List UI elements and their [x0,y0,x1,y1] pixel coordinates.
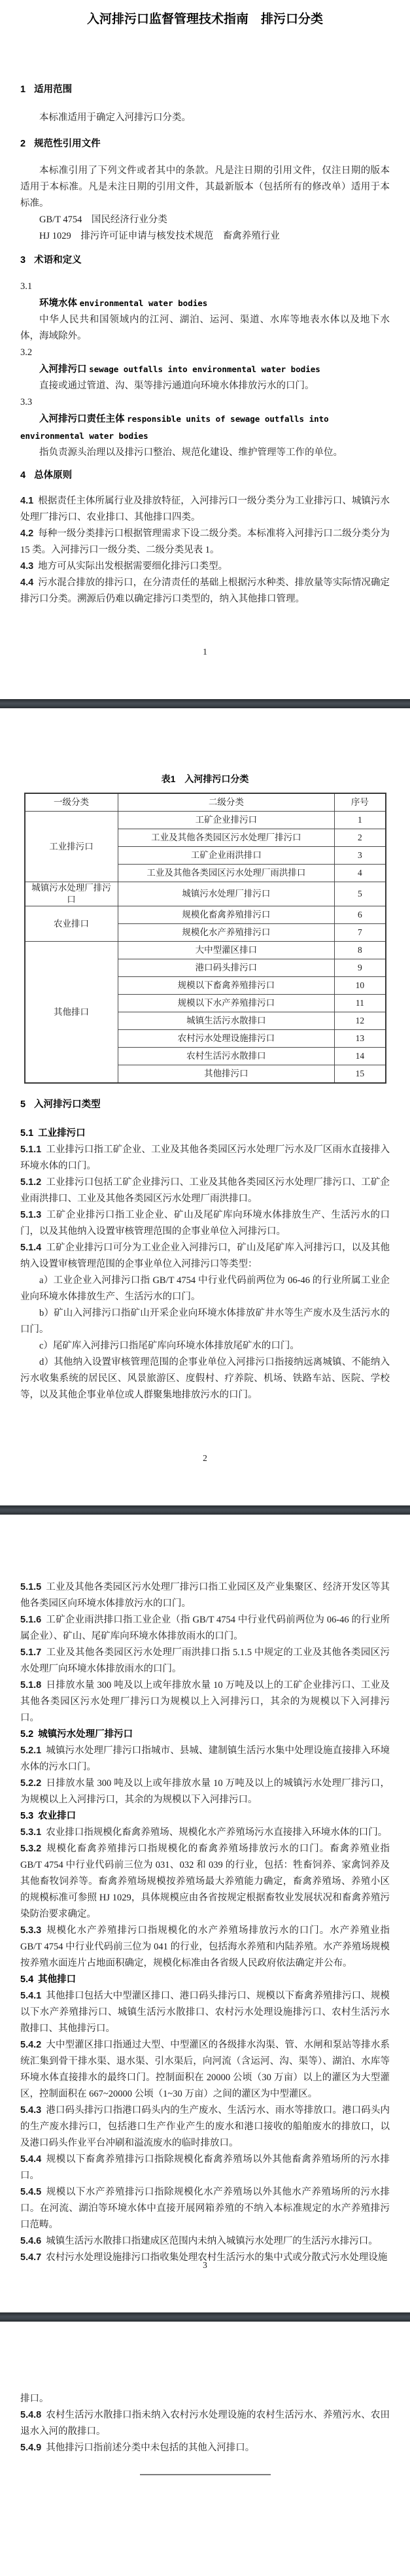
clause-text: 污水混合排放的排污口，在分清责任的基础上根据污水种类、排放量等实际情况确定排污口分类。溯源后仍难以确定排污口类型的，纳入其他排口管理。 [20,577,390,604]
index-cell: 10 [335,977,386,995]
section-heading-3 [20,252,390,269]
clause [20,1988,390,2037]
subcategory-cell: 其他排污口 [118,1065,335,1084]
section-number: 4 [20,470,26,481]
index-cell: 15 [335,1065,386,1084]
clause-number: 4.2 [20,528,34,539]
clause-number: 5.1.3 [20,1210,42,1220]
clauses-block [20,1579,390,2266]
page-number: 1 [203,647,207,657]
clause-number: 5.3.2 [20,1844,42,1854]
clause-text: 规模化水产养殖排污口指规模化的水产养殖场排放污水的口门。水产养殖业指 GB/T 4754 中行业代码前三位为 041 的行业，包括海水养殖和内陆养殖。水产养殖场规模按养殖水面连片占地面积确定，规模化标准由各省级人民政府依法确定并公布。 [20,1925,390,1968]
index-cell: 3 [335,847,386,865]
clause-number: 5.3.1 [20,1827,42,1838]
clause-number: 5.2.1 [20,1745,42,1756]
term-en: sewage outfalls into environmental water bodies [89,364,320,374]
clause [20,2152,390,2184]
table-row [25,882,386,906]
index-cell: 13 [335,1030,386,1048]
page-separator [0,2312,410,2322]
paragraph-references-intro: 本标准引用了下列文件或者其中的条款。凡是注日期的引用文件，仅注日期的版本适用于本标准。凡是未注日期的引用文件，其最新版本（包括所有的修改单）适用于本标准。 [20,165,390,209]
clause-number: 5.3.3 [20,1925,42,1936]
clause-text: 城镇污水处理厂排污口指城市、县城、建制镇生活污水集中处理设施直接排入环境水体的污水口门。 [20,1745,390,1772]
page-separator [0,699,410,708]
subcategory-cell: 农村污水处理设施排污口 [118,1030,335,1048]
clause [20,1825,390,1841]
table-row [25,906,386,924]
term-number: 3.1 [20,281,33,292]
clause-text: 规模以下畜禽养殖排污口指除规模化畜禽养殖场以外其他畜禽养殖场所的污水排口。 [20,2154,390,2181]
section-title: 其他排口 [38,1974,77,1985]
index-cell: 6 [335,906,386,924]
subcategory-cell: 规模化水产养殖排污口 [118,924,335,942]
clause-text: 日排放水量 300 吨及以上或年排放水量 10 万吨及以上的工矿企业排污口、工业及其他各类园区污水处理厂排污口为规模以上入河排污口，其余的为规模以下入河排污口。 [20,1680,390,1723]
clause-text: 其他排口包括大中型灌区排口、港口码头排污口、规模以下畜禽养殖排污口、规模以下水产养殖排污口、城镇生活污水散排口、农村污水处理设施排污口、农村生活污水散排口、其他排污口。 [20,1991,390,2034]
document-page-2 [0,771,410,1505]
index-cell: 4 [335,865,386,882]
clause [20,1677,390,1726]
clause-text: 地方可从实际出发根据需要细化排污口类型。 [38,561,228,572]
clause [20,2184,390,2233]
index-cell: 9 [335,959,386,977]
section-number: 5.4 [20,1974,34,1985]
subcategory-cell: 工业及其他各类园区污水处理厂排污口 [118,829,335,847]
section-title: 入河排污口类型 [34,1099,101,1110]
subcategory-cell: 城镇生活污水散排口 [118,1012,335,1030]
section-heading-1 [20,82,390,98]
clause-number: 5.4.4 [20,2154,42,2165]
term-line [20,411,390,445]
clause [20,1175,390,1207]
clause-text: 大中型灌区排口指通过大型、中型灌区的各级排水沟渠、管、水闸和泵站等排水系统汇集到骨干排水渠、退水渠、引水渠后，向河流（含运河、沟、渠等）、湖泊、水库等环境水体直接排水的最终口门。控制面积在 20000 公顷（30 万亩）以上的灌区为大型灌区，控制面积在 667~20000 公顷（1~30 万亩）之间的灌区为中型灌区。 [20,2040,390,2099]
subcategory-cell: 规模化畜禽养殖排污口 [118,906,335,924]
subcategory-cell: 港口码头排污口 [118,959,335,977]
section-number: 3 [20,255,26,266]
term-zh: 入河排污口责任主体 [39,414,125,424]
clause [20,1579,390,1612]
clause [20,2407,390,2440]
clause-text: 工业排污口指工矿企业、工业及其他各类园区污水处理厂污水及厂区雨水直接排入环境水体的口门。 [20,1144,390,1171]
page-number: 3 [203,2260,207,2270]
document-page-3 [0,1579,410,2312]
clause-text: 根据责任主体所属行业及排放特征，入河排污口一级分类分为工业排污口、城镇污水处理厂排污口、农业排口、其他排口四类。 [20,496,390,523]
reference-item: GB/T 4754 国民经济行业分类 [39,215,167,225]
paragraph-scope: 本标准适用于确定入河排污口分类。 [39,112,191,123]
term-number: 3.2 [20,347,33,358]
clause-text: 日排放水量 300 吨及以上或年排放水量 10 万吨及以上的城镇污水处理厂排污口，为规模以上入河排污口，其余的为规模以下入河排污口。 [20,1778,390,1805]
list-item-a: a）工业企业入河排污口指 GB/T 4754 中行业代码前两位为 06-46 的行业所属工业企业向环境水体排放生产、生活污水的口门。 [20,1275,390,1302]
column-header: 序号 [335,793,386,812]
pdf-viewer [0,10,410,2576]
page-number: 2 [203,1453,207,1463]
index-cell: 11 [335,995,386,1012]
column-header: 一级分类 [25,793,118,812]
category-cell: 农业排口 [25,906,118,942]
clause [20,558,390,575]
clause-text: 每种一级分类排污口根据管理需求下设二级分类。本标准将入河排污口二级分类分为 15 类。入河排污口一级分类、二级分类见表 1。 [20,528,390,555]
clauses-block [20,493,390,608]
document-page-1 [0,10,410,699]
document-page-4 [0,2391,410,2576]
index-cell: 5 [335,882,386,906]
table-row [25,812,386,829]
document-title: 入河排污口监督管理技术指南 排污口分类 [86,12,323,26]
clauses-block [20,2391,390,2456]
section-heading-2 [20,136,390,152]
clause [20,2037,390,2103]
clause-number: 5.4.6 [20,2236,42,2246]
subcategory-cell: 规模以下畜禽养殖排污口 [118,977,335,995]
section-title: 适用范围 [34,84,73,95]
section-title: 城镇污水处理厂排污口 [38,1729,133,1740]
section-title: 规范性引用文件 [34,139,101,149]
term-line [20,361,390,378]
terms-block [20,279,390,461]
clause-number: 5.1.2 [20,1177,42,1188]
clause-text: 城镇生活污水散排口指建成区范围内未纳入城镇污水处理厂的生活污水排污口。 [46,2236,378,2246]
section-heading-4 [20,468,390,484]
clause-text: 工矿企业排污口可分为工业企业入河排污口，矿山及尾矿库入河排污口，以及其他纳入设置审核管理范围的企事业单位入河排污口等类型： [20,1243,390,1269]
clause-text: 农业排口指规模化畜禽养殖场、规模化水产养殖场污水直接排入环境水体的口门。 [46,1827,388,1838]
clause-text: 工业排污口包括工矿企业排污口、工业及其他各类园区污水处理厂排污口、工矿企业雨洪排口、工业及其他各类园区污水处理厂雨洪排口。 [20,1177,390,1204]
section-number: 5.1 [20,1128,34,1139]
section-title: 总体原则 [34,470,73,481]
list-item-c: c）尾矿库入河排污口指尾矿库向环境水体排放尾矿水的口门。 [39,1341,299,1351]
clause [20,1776,390,1808]
table-header-row [25,793,386,812]
term-line [20,295,390,312]
subsection-heading-5-1 [20,1125,390,1142]
section-number: 2 [20,139,26,149]
category-cell: 工业排污口 [25,812,118,882]
clause-number: 5.1.5 [20,1582,42,1592]
term-en: environmental water bodies [79,298,208,308]
subcategory-cell: 农村生活污水散排口 [118,1048,335,1065]
subsection-heading-5-3 [20,1808,390,1825]
clause-number: 5.4.8 [20,2410,42,2420]
list-item-d: d）其他纳入设置审核管理范围的企事业单位入河排污口指接纳远离城镇、不能纳入污水收集系统的居民区、风景旅游区、度假村、疗养院、机场、铁路车站、医院、学校等，以及其他企事业单位或人群聚集地排放污水的口门。 [20,1357,390,1400]
subcategory-cell: 规模以下水产养殖排污口 [118,995,335,1012]
subcategory-cell: 工矿企业排污口 [118,812,335,829]
section-number: 5.2 [20,1729,34,1740]
clause [20,2103,390,2152]
clause-text: 规模化畜禽养殖排污口指规模化的畜禽养殖场排放污水的口门。畜禽养殖业指 GB/T 4754 中行业代码前三位为 031、032 和 039 的行业，包括：牲畜饲养、家禽饲养及其他畜牧饲养等。畜禽养殖场规模按养殖场最大养殖能力确定，畜禽养殖场、养殖小区的规模标准可参照 HJ 1029，具体规模应由各省按规定根据畜牧业发展状况和畜禽养殖污染防治要求确定。 [20,1844,390,1919]
clause-number: 4.3 [20,561,34,572]
clause-text: 工矿企业排污口指工业企业、矿山及尾矿库向环境水体排放生产、生活污水的口门，以及其他纳入设置审核管理范围的企事业单位入河排污口。 [20,1210,390,1237]
clause-number: 4.4 [20,577,34,588]
clause [20,493,390,526]
term-zh: 入河排污口 [39,364,87,375]
classification-table [24,793,386,1084]
subcategory-cell: 大中型灌区排口 [118,942,335,959]
clause-text: 工业及其他各类园区污水处理厂排污口指工业园区及产业集聚区、经济开发区等其他各类园区向环境水体排放污水的口门。 [20,1582,390,1609]
index-cell: 8 [335,942,386,959]
term-definition: 指负责源头治理以及排污口整治、规范化建设、维护管理等工作的单位。 [39,447,343,458]
term-zh: 环境水体 [39,298,77,309]
clause-number: 4.1 [20,496,34,506]
section-title: 工业排污口 [38,1128,86,1139]
clause [20,1645,390,1677]
term-definition: 中华人民共和国领域内的江河、湖泊、运河、渠道、水库等地表水体以及地下水体，海域除外。 [20,315,390,341]
clause [20,1923,390,1972]
clause-text: 其他排污口指前述分类中未包括的其他入河排口。 [46,2443,255,2453]
clause-number: 5.4.5 [20,2187,42,2197]
clause [20,1240,390,1273]
clause [20,1841,390,1923]
category-cell: 城镇污水处理厂排污口 [25,882,118,906]
clause [20,1743,390,1776]
clause-number: 5.1.7 [20,1647,42,1658]
index-cell: 2 [335,829,386,847]
subcategory-cell: 工业及其他各类园区污水处理厂雨洪排口 [118,865,335,882]
subsection-heading-5-2 [20,1726,390,1743]
end-of-document-divider [140,2474,271,2475]
clause-number: 5.2.2 [20,1778,42,1789]
clause-number: 5.4.7 [20,2252,42,2263]
section-title: 农业排口 [38,1811,77,1821]
section-number: 5 [20,1099,26,1110]
subcategory-cell: 工矿企业雨洪排口 [118,847,335,865]
clause-text: 规模以下水产养殖排污口指除规模化水产养殖场以外其他水产养殖场所的污水排口。在河流、湖泊等环境水体中直接开展网箱养殖的不纳入本标准规定的水产养殖排污口范畴。 [20,2187,390,2230]
clause-text: 工业及其他各类园区污水处理厂雨洪排口指 5.1.5 中规定的工业及其他各类园区污水处理厂向环境水体排放雨水的口门。 [20,1647,390,1674]
clause [20,1207,390,1240]
clause-number: 5.4.2 [20,2040,42,2050]
clause [20,1612,390,1645]
section-heading-5 [20,1097,390,1113]
clause-number: 5.1.6 [20,1615,42,1625]
clause [20,2440,390,2456]
page-separator [0,1505,410,1515]
clause-text: 农村污水处理设施排污口指收集处理农村生活污水的集中式或分散式污水处理设施 [46,2252,388,2263]
category-cell: 其他排口 [25,942,118,1084]
clause-text: 港口码头排污口指港口码头内的生产废水、生活污水、雨水等排放口。港口码头内的生产废水排污口，包括港口生产作业产生的废水和港口接收的船舶废水的排放口，以及港口码头作业平台冲刷和溢流废水的临时排放口。 [20,2105,390,2148]
clause-number: 5.1.4 [20,1243,42,1253]
clause [20,2233,390,2250]
clause [20,1142,390,1175]
clause-number: 5.4.1 [20,1991,42,2001]
clause [20,575,390,608]
reference-item: HJ 1029 排污许可证申请与核发技术规范 畜禽养殖行业 [39,231,280,241]
section-number: 5.3 [20,1811,34,1821]
clause [20,526,390,558]
table-caption: 表1 入河排污口分类 [161,774,249,784]
section-number: 1 [20,84,26,95]
clause-number: 5.1.8 [20,1680,42,1691]
list-item-b: b）矿山入河排污口指矿山开采企业向环境水体排放矿井水等生产废水及生活污水的口门。 [20,1308,390,1335]
clause-text: 农村生活污水散排口指未纳入农村污水处理设施的农村生活污水、养殖污水、农田退水入河的散排口。 [20,2410,390,2437]
column-header: 二级分类 [118,793,335,812]
clause-number: 5.4.9 [20,2443,42,2453]
clause-text: 工矿企业雨洪排口指工业企业（指 GB/T 4754 中行业代码前两位为 06-46 的行业所属企业）、矿山、尾矿库向环境水体排放雨水的口门。 [20,1615,390,1641]
index-cell: 1 [335,812,386,829]
clause-continuation: 排口。 [20,2394,49,2404]
index-cell: 7 [335,924,386,942]
table-row [25,942,386,959]
term-en: responsible units of sewage outfalls into environmental water bodies [20,414,329,441]
subcategory-cell: 城镇污水处理厂排污口 [118,882,335,906]
index-cell: 14 [335,1048,386,1065]
term-number: 3.3 [20,397,33,407]
term-definition: 直接或通过管道、沟、渠等排污通道向环境水体排放污水的口门。 [39,381,315,391]
subsection-heading-5-4 [20,1972,390,1988]
clause-number: 5.1.1 [20,1144,42,1155]
clause-number: 5.4.3 [20,2105,42,2116]
index-cell: 12 [335,1012,386,1030]
section-title: 术语和定义 [34,255,82,266]
